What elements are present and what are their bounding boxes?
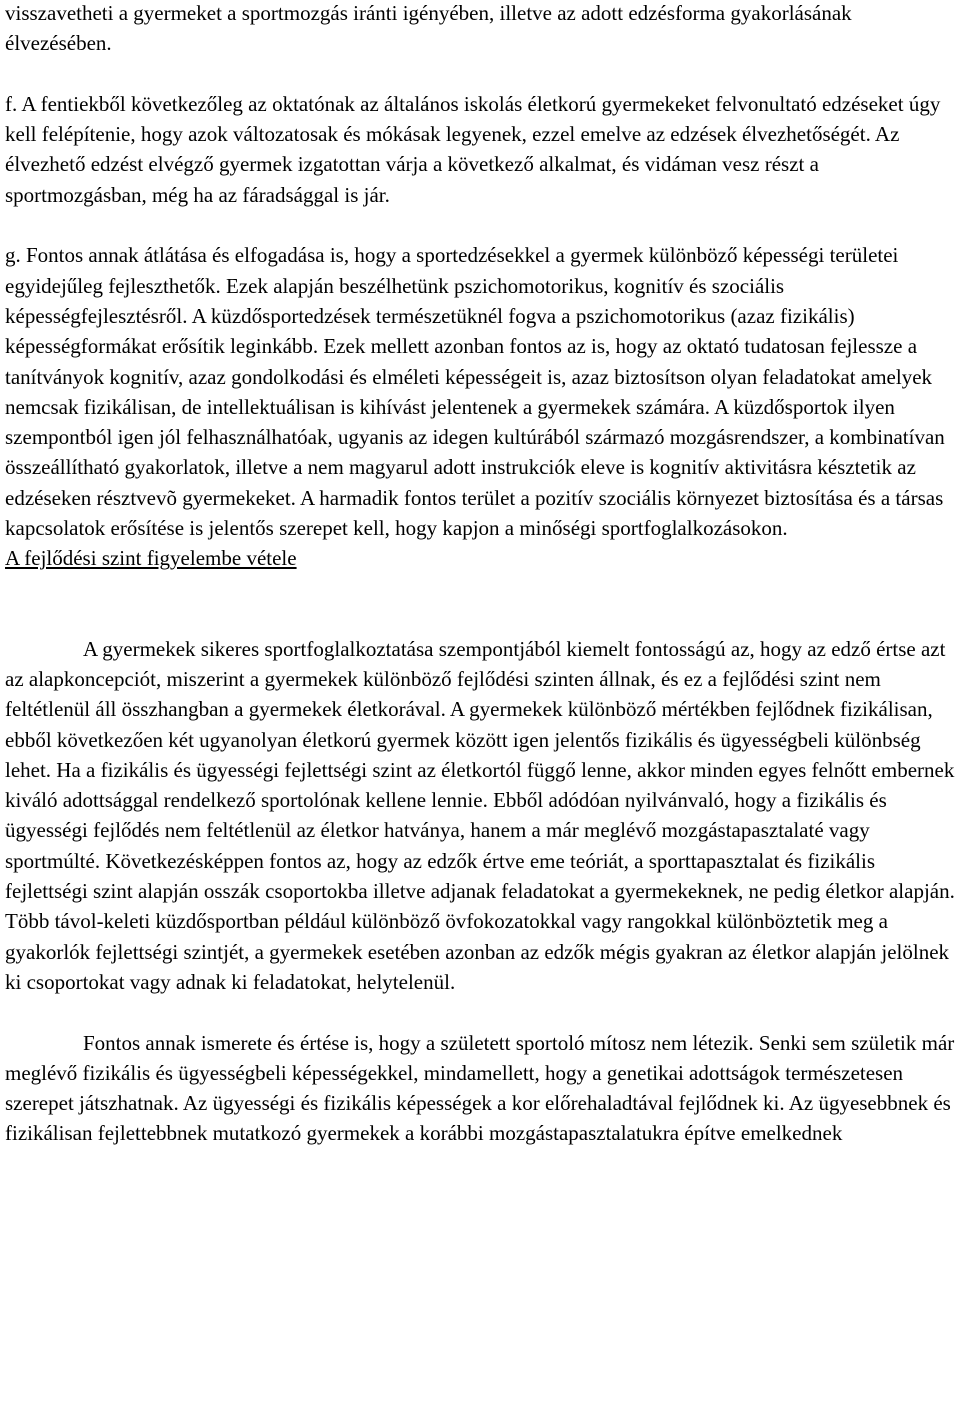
section-heading: A fejlődési szint figyelembe vétele [5,546,297,571]
document-page [5,0,955,1149]
paragraph-intro: visszavetheti a gyermeket a sportmozgás iránti igényében, illetve az adott edzésforma gyakorlásának élvezésében. [5,1,852,56]
paragraph-f: f. A fentiekből következőleg az oktatónak az általános iskolás életkorú gyermekeket felvonultató edzéseket úgy kell felépítenie, hogy azok változatosak és mókásak legyenek, ezzel emelve az edzések élvezhetőségét. Az élvezhető edzést elvégző gyermek izgatottan várja a következő alkalmat, és vidáman vesz részt a sportmozgásban, még ha az fáradsággal is jár. [5,91,941,207]
paragraph-closing: Fontos annak ismerete és értése is, hogy a született sportoló mítosz nem létezik. Senki sem születik már meglévő fizikális és ügyességbeli képességekkel, mindamellett, hogy a genetikai adottságok természetesen szerepet játszhatnak. Az ügyességi és fizikális képességek a kor előrehaladtával fejlődnek ki. Az ügyesebbnek és fizikálisan fejlettebbnek mutatkozó gyermekek a korábbi mozgástapasztalatukra építve emelkednek [5,1030,955,1146]
paragraph-g: g. Fontos annak átlátása és elfogadása is, hogy a sportedzésekkel a gyermek különböző képességi területei egyidejűleg fejleszthetők. Ezek alapján beszélhetünk pszichomotorikus, kognitív és szociális képességfejlesztésről. A küzdősportedzések természetüknél fogva a pszichomotorikus (azaz fizikális) képességformákat erősítik leginkább. Ezek mellett azonban fontos az is, hogy az oktató tudatosan fejlessze a tanítványok kognitív, azaz gondolkodási és elméleti képességeit is, azaz biztosítson olyan feladatokat amelyek nemcsak fizikálisan, de intellektuálisan is kihívást jelentenek a gyermekek számára. A küzdősportok ilyen szempontból igen jól felhasználhatóak, ugyanis az idegen kultúrából származó mozgásrendszer, a kombinatívan összeállítható gyakorlatok, illetve a nem magyarul adott instrukciók eleve is kognitív aktivitásra késztetik az edzéseken résztvevõ gyermekeket. A harmadik fontos terület a pozitív szociális környezet biztosítása és a társas kapcsolatok erősítése is jelentős szerepet kell, hogy kapjon a minőségi sportfoglalkozásokon. [5,243,945,541]
paragraph-development: A gyermekek sikeres sportfoglalkoztatása szempontjából kiemelt fontosságú az, hogy az edző értse azt az alapkoncepciót, miszerint a gyermekek különböző fejlődési szinten állnak, és ez a fejlődési szint nem feltétlenül áll összhangban a gyermekek életkorával. A gyermekek különböző mértékben fejlődnek fizikálisan, ebből következően két ugyanolyan életkorú gyermek között igen jelentős fizikális és ügyességbeli különbség lehet. Ha a fizikális és ügyességi fejlettségi szint az életkortól függő lenne, akkor minden egyes felnőtt embernek kiváló adottsággal rendelkező sportolónak kellene lennie. Ebből adódóan nyilvánvaló, hogy a fizikális és ügyességi fejlődés nem feltétlenül az életkor hatványa, hanem a már meglévő mozgástapasztalaté vagy sportmúlté. Következésképpen fontos az, hogy az edzők értve eme teóriát, a sporttapasztalat és fizikális fejlettségi szint alapján osszák csoportokba illetve adjanak feladatokat a gyermekeknek, ne pedig életkor alapján. Több távol-keleti küzdősportban például különböző övfokozatokkal vagy rangokkal különböztetik meg a gyakorlók fejlettségi szintjét, a gyermekek esetében azonban az edzők mégis gyakran az életkor alapján jelölnek ki csoportokat vagy adnak ki feladatokat, helytelenül. [5,636,955,994]
